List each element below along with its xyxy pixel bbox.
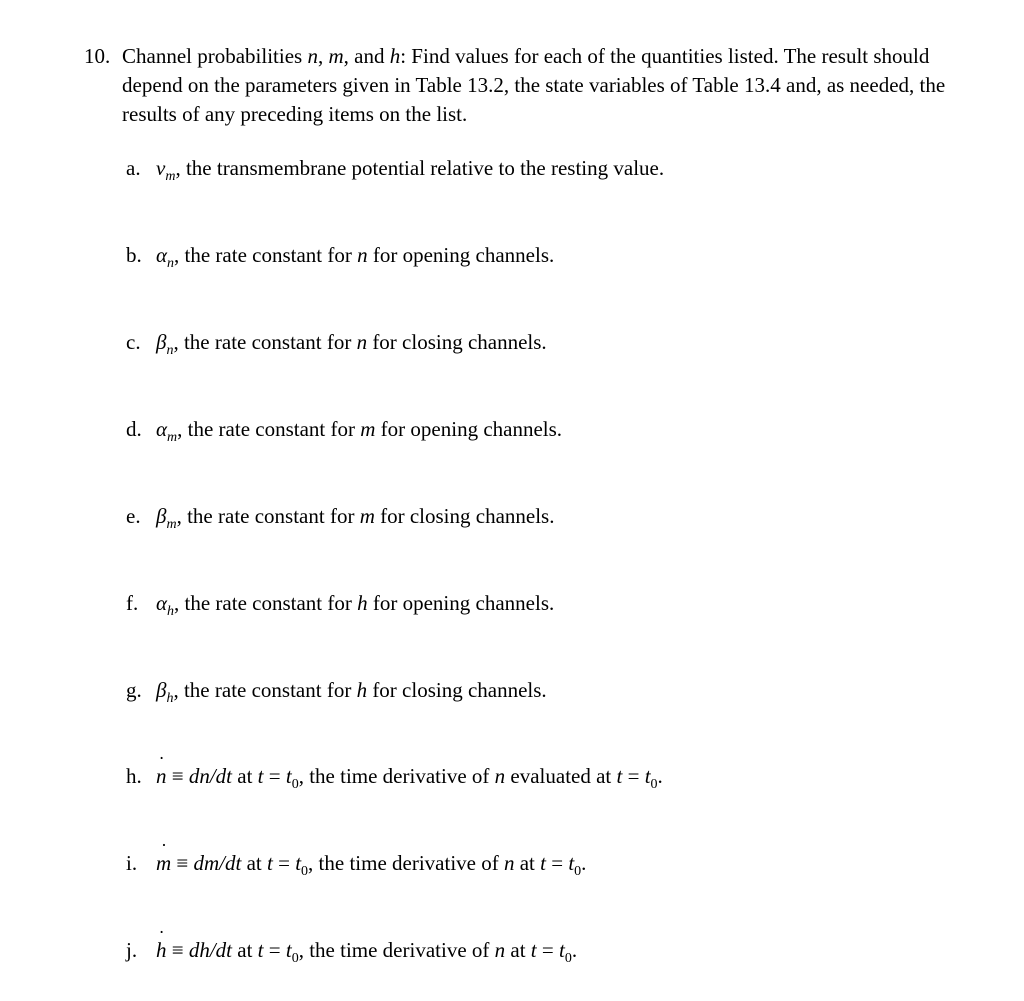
problem-title: Channel probabilities <box>122 44 303 68</box>
item-letter: c. <box>126 330 141 354</box>
item-letter: e. <box>126 504 141 528</box>
item-letter: h. <box>126 764 142 788</box>
item-text: , the time derivative of <box>298 938 490 962</box>
math-var: n <box>503 851 515 875</box>
item-text-after: for opening channels. <box>380 417 563 441</box>
math-dot-variable: m ˙ <box>156 849 171 878</box>
math-symbol: β <box>156 504 167 528</box>
list-item-d <box>126 415 986 447</box>
math-var: n <box>356 330 368 354</box>
math-subscript: m <box>166 517 177 532</box>
item-text-after: at <box>510 938 526 962</box>
period: . <box>657 764 663 788</box>
math-end-t0-subscript: 0 <box>574 864 582 879</box>
math-var-m: m <box>328 44 344 68</box>
item-letter: g. <box>126 678 142 702</box>
math-var: h <box>357 591 368 615</box>
math-subscript: h <box>167 604 175 619</box>
math-subscript: n <box>166 343 174 358</box>
math-var-h: h <box>389 44 401 68</box>
item-text-after: for closing channels. <box>372 330 547 354</box>
item-text-after: for closing channels. <box>380 504 555 528</box>
item-letter: j. <box>126 938 138 962</box>
math-derivative: dn/dt <box>188 764 233 788</box>
math-var: m <box>360 417 376 441</box>
comma: , <box>317 44 324 68</box>
comma-and: , and <box>343 44 385 68</box>
list-item-f <box>126 589 986 621</box>
math-symbol: β <box>156 330 167 354</box>
math-symbol: α <box>156 417 168 441</box>
math-t0: t <box>285 764 292 788</box>
math-var: n <box>494 938 506 962</box>
math-t: t <box>257 764 264 788</box>
math-end-t0: t <box>558 938 565 962</box>
item-letter: a. <box>126 156 141 180</box>
item-text-after: for opening channels. <box>372 243 555 267</box>
math-subscript: h <box>166 691 174 706</box>
problem-intro-rest: : Find values for each of the quantities listed. The result should depend on the parameters given in Table 13.2, the state variables of Table 13.4 and, as needed, the results of any preceding items on the list. <box>122 44 946 126</box>
math-end-t: t <box>540 851 546 875</box>
math-equals: = <box>263 938 286 962</box>
math-end-t: t <box>616 764 623 788</box>
math-end-equals: = <box>545 851 569 875</box>
period: . <box>581 851 587 875</box>
item-text: , the rate constant for <box>176 504 355 528</box>
list-item-h <box>126 762 986 794</box>
list-item-i <box>126 849 986 881</box>
math-t0: t <box>295 851 302 875</box>
item-text-after: for closing channels. <box>372 678 547 702</box>
list-item-c <box>126 328 986 360</box>
math-t0-subscript: 0 <box>301 864 309 879</box>
math-end-equals: = <box>622 764 645 788</box>
math-subscript: n <box>167 256 175 271</box>
math-end-t0-subscript: 0 <box>564 951 572 966</box>
item-letter: b. <box>126 243 142 267</box>
math-symbol: v <box>156 156 166 180</box>
math-end-t0-subscript: 0 <box>650 777 658 792</box>
math-var: n <box>357 243 368 267</box>
math-symbol: β <box>156 678 167 702</box>
item-letter: d. <box>126 417 142 441</box>
math-var: m <box>359 504 375 528</box>
problem-number: 10. <box>84 44 111 68</box>
math-dot-variable: n ˙ <box>156 762 167 791</box>
math-t: t <box>267 851 273 875</box>
math-equiv: ≡ <box>166 938 189 962</box>
item-letter: f. <box>126 591 139 615</box>
math-derivative: dh/dt <box>188 938 233 962</box>
item-text: , the rate constant for <box>173 330 352 354</box>
math-subscript: m <box>165 169 176 184</box>
math-end-equals: = <box>536 938 559 962</box>
math-var-n: n <box>307 44 318 68</box>
item-text: , the time derivative of <box>298 764 490 788</box>
item-text-after: at <box>519 851 535 875</box>
item-text: , the time derivative of <box>308 851 499 875</box>
math-symbol: α <box>156 591 168 615</box>
math-t0-subscript: 0 <box>291 951 299 966</box>
math-var: h <box>356 678 368 702</box>
list-item-a <box>126 154 986 186</box>
math-t0-subscript: 0 <box>291 777 299 792</box>
math-t: t <box>257 938 264 962</box>
list-item-g <box>126 676 986 708</box>
math-symbol: α <box>156 243 168 267</box>
math-subscript: m <box>167 430 178 445</box>
math-dot-variable: h ˙ <box>156 936 167 965</box>
item-text: , the transmembrane potential relative to the resting value. <box>175 156 665 180</box>
math-end-t: t <box>530 938 537 962</box>
item-text: , the rate constant for <box>174 243 352 267</box>
list-item-b <box>126 241 986 273</box>
math-equals: = <box>272 851 296 875</box>
list-item-e <box>126 502 986 534</box>
problem-statement <box>84 42 984 129</box>
item-text-after: evaluated at <box>510 764 612 788</box>
math-equiv: ≡ <box>166 764 189 788</box>
list-item-j <box>126 936 986 968</box>
item-text: , the rate constant for <box>173 678 352 702</box>
text-at: at <box>232 938 258 962</box>
math-end-t0: t <box>568 851 575 875</box>
problem-intro <box>122 42 984 129</box>
item-text: , the rate constant for <box>177 417 355 441</box>
text-at: at <box>232 764 258 788</box>
math-derivative: dm/dt <box>193 851 242 875</box>
math-end-t0: t <box>644 764 651 788</box>
math-equals: = <box>263 764 286 788</box>
period: . <box>571 938 578 962</box>
math-var: n <box>494 764 506 788</box>
math-equiv: ≡ <box>171 851 194 875</box>
math-t0: t <box>285 938 292 962</box>
item-text: , the rate constant for <box>174 591 352 615</box>
item-text-after: for opening channels. <box>372 591 555 615</box>
text-at: at <box>241 851 268 875</box>
item-letter: i. <box>126 851 138 875</box>
